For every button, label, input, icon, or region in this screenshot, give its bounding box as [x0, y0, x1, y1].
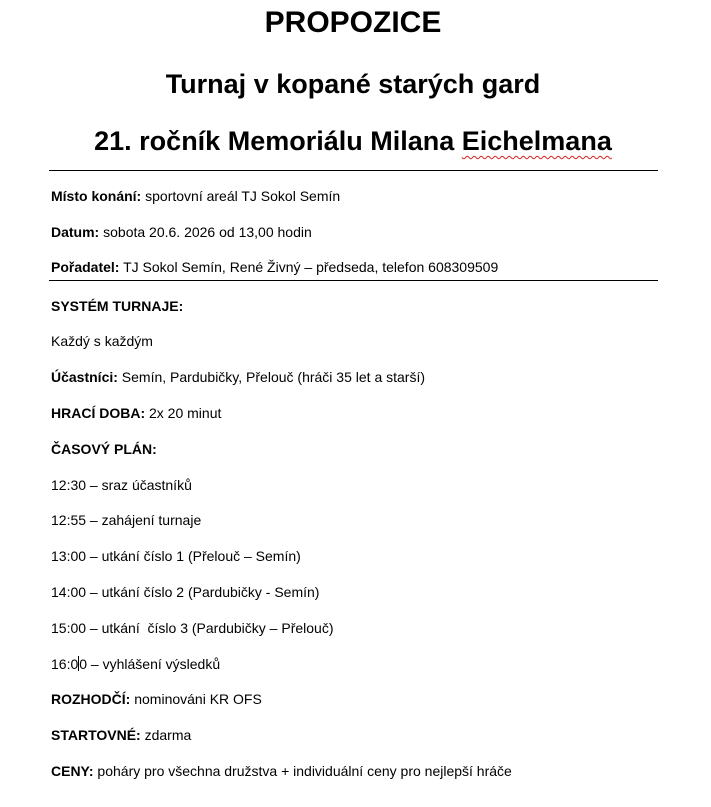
- divider-top: [49, 170, 658, 171]
- fee-value: zdarma: [140, 727, 192, 743]
- document-subtitle: Turnaj v kopané starých gard: [165, 69, 541, 99]
- system-value: Každý s každým: [51, 333, 153, 349]
- schedule-item: 14:00 – utkání číslo 2 (Pardubičky - Semín): [51, 584, 320, 600]
- referees-line: [51, 690, 262, 708]
- prizes-label: CENY:: [51, 763, 94, 779]
- organizer-label: Pořadatel:: [51, 259, 120, 275]
- venue-line: [51, 187, 340, 205]
- prizes-value: poháry pro všechna družstva + individuální ceny pro nejlepší hráče: [93, 763, 512, 779]
- venue-label: Místo konání:: [51, 188, 142, 204]
- divider-middle: [49, 280, 658, 281]
- organizer-line: [51, 258, 498, 276]
- fee-label: STARTOVNÉ:: [51, 727, 141, 743]
- system-heading: [51, 297, 183, 315]
- organizer-value: TJ Sokol Semín, René Živný – předseda, telefon 608309509: [119, 259, 499, 275]
- spellcheck-flagged-word[interactable]: Eichelmana: [461, 126, 612, 156]
- date-line: [51, 223, 312, 241]
- schedule-item-last-end: 0 – vyhlášení výsledků: [79, 656, 221, 672]
- schedule-item: 12:55 – zahájení turnaje: [51, 512, 202, 528]
- fee-line: [51, 726, 191, 744]
- system-heading-text: SYSTÉM TURNAJE:: [51, 298, 184, 314]
- referees-value: nominováni KR OFS: [130, 691, 262, 707]
- schedule-item-last[interactable]: [51, 655, 220, 673]
- date-value: sobota 20.6. 2026 od 13,00 hodin: [99, 224, 312, 240]
- schedule-item-last-start: 16:0: [51, 656, 79, 672]
- participants-line: [51, 368, 425, 386]
- playtime-value: 2x 20 minut: [145, 405, 222, 421]
- edition-heading: [0, 126, 706, 157]
- prizes-line: [51, 762, 512, 780]
- schedule-heading-text: ČASOVÝ PLÁN:: [51, 441, 157, 457]
- edition-prefix: 21. ročník Memoriálu Milana: [94, 126, 462, 156]
- date-label: Datum:: [51, 224, 100, 240]
- venue-value: sportovní areál TJ Sokol Semín: [141, 188, 341, 204]
- participants-value: Semín, Pardubičky, Přelouč (hráči 35 let a starší): [117, 369, 426, 385]
- playtime-line: [51, 404, 221, 422]
- schedule-item: 13:00 – utkání číslo 1 (Přelouč – Semín): [51, 548, 301, 564]
- document-title: PROPOZICE: [264, 6, 442, 39]
- referees-label: ROZHODČÍ:: [51, 691, 131, 707]
- schedule-heading: [51, 440, 157, 458]
- participants-label: Účastníci:: [51, 369, 118, 385]
- schedule-item: 15:00 – utkání číslo 3 (Pardubičky – Přelouč): [51, 620, 334, 636]
- schedule-item: 12:30 – sraz účastníků: [51, 477, 192, 493]
- playtime-label: HRACÍ DOBA:: [51, 405, 146, 421]
